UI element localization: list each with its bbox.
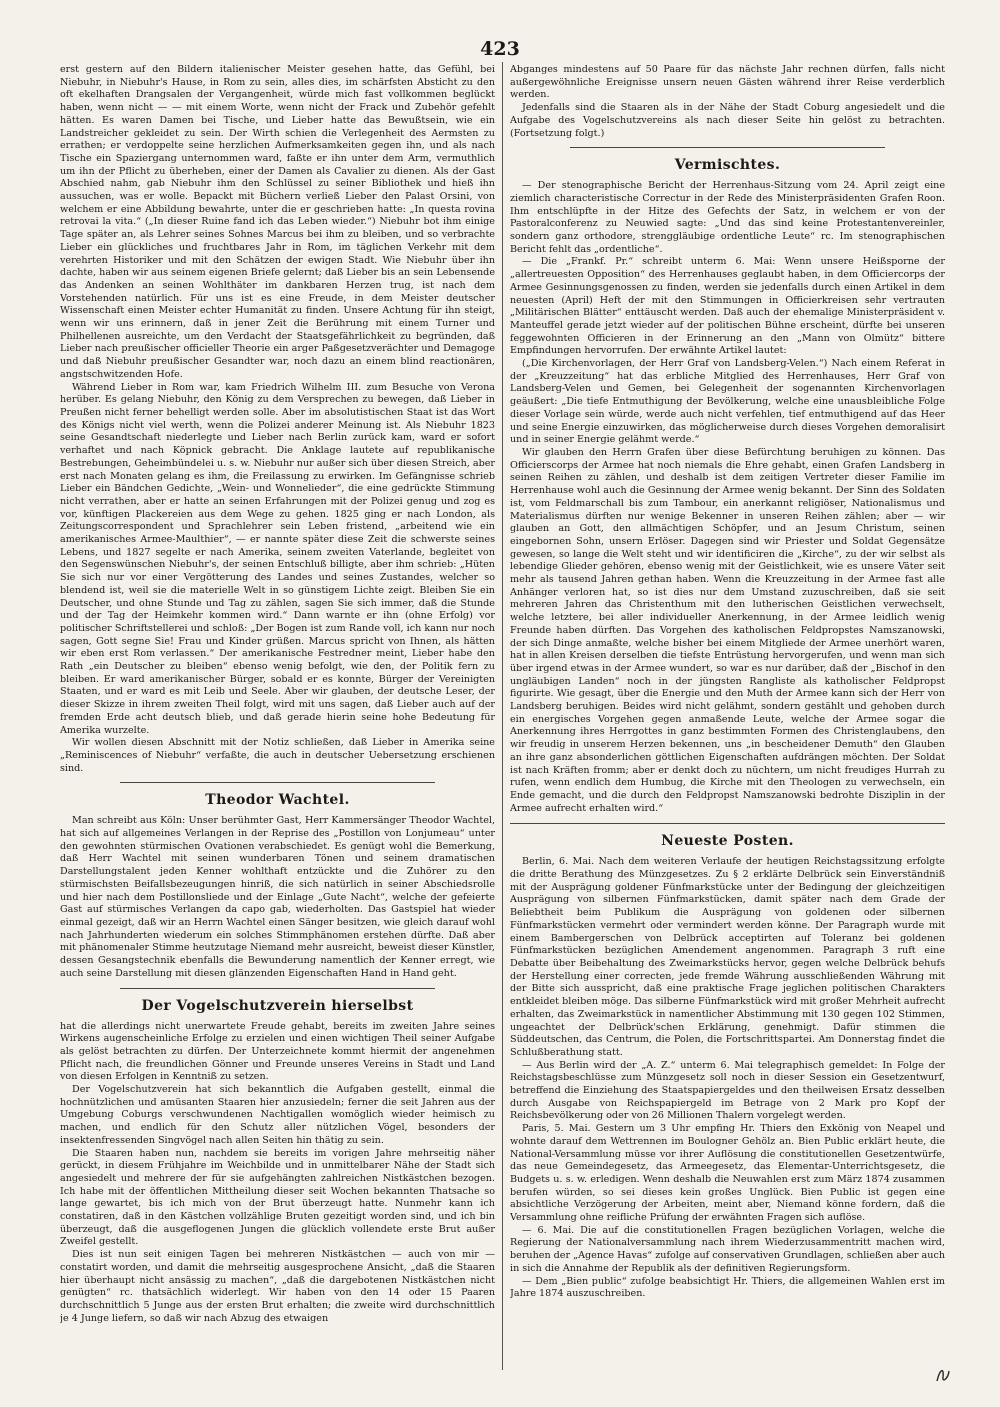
paragraph: Berlin, 6. Mai. Nach dem weiteren Verlaufe der heutigen Reichstagssitzung erfolgte die dritte Berathung des Münzgesetzes. Zu § 2 erklärte Delbrück sein Einverständniß mit der Ausprägung goldener Fünfmarkstücke unter der Bedingung der gleichzeitigen Ausprägung von silbernen Fünfmarkstücken, damit später nach dem Grade der Beliebtheit beim Publikum die Ausprägung von goldenen oder silbernen Fünfmarkstücken vermehrt oder vermindert werden könne. Der Paragraph wurde mit einem Bambergerschen von Delbrück acceptirten auf Toleranz bei goldenen Fünfmarkstücken bezüglichen Amendement angenommen. Paragraph 3 ruft eine Debatte über Beibehaltung des Zweimarkstücks hervor, gegen welche Delbrück behufs der Herstellung einer correcten, jede fremde Währung ausschließenden Währung mit der Bitte sich ausspricht, daß eine praktische Frage jeglichen politischen Charakters entkleidet bleiben möge. Das silberne Fünfmarkstück wird mit großer Mehrheit aufrecht erhalten, das Zweimarkstück in namentlicher Abstimmung mit 130 gegen 102 Stimmen, ungeachtet der Delbrück'schen Erklärung, genehmigt. Dafür stimmen die Süddeutschen, das Centrum, die Polen, die Fortschrittspartei. Am Donnerstag findet die Schlußberathung statt. <box>510 856 945 1058</box>
handwritten-mark-icon <box>934 1365 952 1385</box>
paragraph: Jedenfalls sind die Staaren als in der Nähe der Stadt Coburg angesiedelt und die Aufgabe des Vogelschutzvereins als nach dieser Seite hin gelöst zu betrachten. (Fortsetzung folgt.) <box>510 102 945 139</box>
paragraph: Der Vogelschutzverein hat sich bekanntlich die Aufgaben gestellt, einmal die hochnützlichen und amüsanten Staaren hier anzusiedeln; ferner die seit Jahren aus der Umgebung Coburgs verschwundenen Nachtigallen womöglich wieder heimisch zu machen, und endlich für den Schutz aller nützlichen Vögel, besonders der insektenfressenden Singvögel nach allen Seiten hin thätig zu sein. <box>60 1084 495 1146</box>
section-divider <box>120 988 435 989</box>
paragraph: Wir wollen diesen Abschnitt mit der Notiz schließen, daß Lieber in Amerika seine „Reminiscences of Niebuhr“ verfaßte, die auch in deutscher Uebersetzung erschienen sind. <box>60 737 495 774</box>
section-heading-wachtel: Theodor Wachtel. <box>205 792 350 809</box>
paragraph: Man schreibt aus Köln: Unser berühmter Gast, Herr Kammersänger Theodor Wachtel, hat sich auf allgemeines Verlangen in der Reprise des „Postillon von Lonjumeau“ unter den gewohnten stürmischen Ovationen verabschiedet. Es genügt wohl die Bemerkung, daß Herr Wachtel mit seinen wunderbaren Tönen und seinem dramatischen Darstellungstalent jeden Kenner wohlthaft entzückte und die Zuhörer zu den stürmischsten Beifallsbezeugungen hinriß, die sich natürlich in seiner Abschiedsrolle und hier nach dem Postillonsliede und der Einlage „Gute Nacht“, welche der gefeierte Gast auf stürmisches Verlangen da capo gab, wiederholten. Das Gastspiel hat wieder einmal gezeigt, daß wir an Herrn Wachtel einen Sänger besitzen, wie gleich darauf wohl nach Jahrhunderten wiederum ein solches Stimmphänomen erstehen dürfte. Daß aber mit phänomenaler Stimme heutzutage Niemand mehr ausreicht, beweist dieser Künstler, dessen Gesangstechnik ebenfalls die Bewunderung namentlich der Kenner erregt, wie auch seine Darstellung mit diesen glänzenden Eigenschaften Hand in Hand geht. <box>60 815 495 979</box>
page-number: 423 <box>480 38 520 60</box>
paragraph: Paris, 5. Mai. Gestern um 3 Uhr empfing Hr. Thiers den Exkönig von Neapel und wohnte darauf dem Wettrennen im Boulogner Gehölz an. Bien Public erklärt heute, die National-Versammlung müsse vor ihrer Auflösung die constitutionellen Gesetzentwürfe, das neue Gemeindegesetz, das Armeegesetz, das Elementar-Unterrichtsgesetz, die Budgets u. s. w. erledigen. Wenn deshalb die Neuwahlen erst zum März 1874 zusammen berufen würden, so sei dieses kein großes Unglück. Bien Public ist gegen eine absichtliche Verzögerung der Arbeiten, meint aber, Niemand könne fordern, daß die Versammlung ohne reifliche Prüfung der erwähnten Fragen sich auflöse. <box>510 1123 945 1224</box>
paragraph: Abganges mindestens auf 50 Paare für das nächste Jahr rechnen dürfen, falls nicht außergewöhnliche Ereignisse unsern neuen Gästen während ihrer Reise verderblich werden. <box>510 64 945 101</box>
section-heading-neueste-posten: Neueste Posten. <box>661 833 794 850</box>
paragraph: — Die „Frankf. Pr.“ schreibt unterm 6. Mai: Wenn unsere Heißsporne der „allertreuesten Opposition“ des Herrenhauses geglaubt haben, in dem Officiercorps der Armee Gesinnungsgenossen zu finden, werden sie jedenfalls durch einen Artikel in dem neuesten (April) Heft der mit den Stimmungen in Officierkreisen sehr vertrauten „Militärischen Blätter“ enttäuscht werden. Daß auch der ehemalige Ministerpräsident v. Manteuffel gerade jetzt wieder auf der politischen Bühne erscheint, dürfte bei unseren feggewohnten Officieren in der Erinnerung an den „Mann von Olmütz“ bittere Empfindungen hervorrufen. Der erwähnte Artikel lautet: <box>510 256 945 357</box>
paragraph: — 6. Mai. Die auf die constitutionellen Fragen bezüglichen Vorlagen, welche die Regierung der Nationalversammlung nach ihrem Wiederzusammentritt machen wird, beruhen der „Agence Havas“ zufolge auf conservativen Grundlagen, schließen aber auch in sich die Annahme der Republik als der definitiven Regierungsform. <box>510 1224 945 1274</box>
column-rule <box>502 62 503 1370</box>
section-divider <box>120 782 435 783</box>
paragraph: — Dem „Bien public“ zufolge beabsichtigt Hr. Thiers, die allgemeinen Wahlen erst im Jahre 1874 auszuschreiben. <box>510 1275 945 1300</box>
left-column <box>60 64 495 1365</box>
paragraph: Dies ist nun seit einigen Tagen bei mehreren Nistkästchen — auch von mir — constatirt worden, und damit die mehrseitig ausgesprochene Ansicht, „daß die Staaren hier überhaupt nicht ansässig zu machen“, „daß die dargebotenen Nistkästchen nicht genügten“ rc. thatsächlich widerlegt. Wir haben von den 14 oder 15 Paaren durchschnittlich 5 Junge aus der ersten Brut erhalten; die zweite wird durchschnittlich je 4 Junge liefern, so daß wir nach Abzug des etwaigen <box>60 1249 495 1324</box>
paragraph: erst gestern auf den Bildern italienischer Meister gesehen hatte, das Gefühl, bei Niebuhr, in Niebuhr's Hause, in Rom zu sein, alles dies, im schärfsten Absticht zu den oft ekelhaften Drangsalen der Vergangenheit, würde mich fast vollkommen beglückt haben, wenn nicht — — mit einem Worte, wenn nicht der Frack und Zubehör gefehlt hätten. Es waren Damen bei Tische, und Lieber hatte das Bewußtsein, wie ein Landstreicher gekleidet zu sein. Der Wirth schien die Verlegenheit des Aermsten zu errathen; er verdoppelte seine herzlichen Aufmerksamkeiten gegen ihn, und als nach Tische ein Spaziergang unternommen ward, faßte er ihn unter dem Arm, vermuthlich um ihn der Pflicht zu überheben, einer der Damen als Cavalier zu dienen. Als der Gast Abschied nahm, gab Niebuhr ihm den Schlüssel zu seiner Bibliothek und hieß ihn aussuchen, was er wolle. Bepackt mit Büchern verließ Lieber den Palast Orsini, von welchem er eine Abbildung bewahrte, unter die er geschrieben hatte: „In questa rovina retrovai la vita.“ („In dieser Ruine fand ich das Leben wieder.“) Niebuhr bot ihm einige Tage später an, als Lehrer seines Sohnes Marcus bei ihm zu bleiben, und so verbrachte Lieber ein glückliches und fruchtbares Jahr in Rom, im täglichen Verkehr mit dem verehrten Historiker und mit den Schätzen der ewigen Stadt. Wie Niebuhr über ihn dachte, haben wir aus seinem eigenen Briefe gelernt; daß Lieber bis an sein Lebensende das Andenken an seinen Wohlthäter im dankbaren Herzen trug, ist nach dem Vorstehenden natürlich. Für uns ist es eine Freude, in dem Meister deutscher Wissenschaft einen Meister echter Humanität zu finden. Unsere Achtung für ihn steigt, wenn wir uns erinnern, daß in jener Zeit die Berührung mit einem Turner und Philhellenen ausreichte, um den Verdacht der Staatsgefährlichkeit zu begründen, daß Lieber nach preußischer officieller Theorie ein arger Paßgesetzverächter und Demagoge und daß Niebuhr preußischer Gesandter war, noch dazu an einem blind reactionären, angstschwitzenden Hofe. <box>60 64 495 380</box>
section-heading-vogelschutz: Der Vogelschutzverein hierselbst <box>141 997 414 1014</box>
paragraph: — Aus Berlin wird der „A. Z.“ unterm 6. Mai telegraphisch gemeldet: In Folge der Reichstagsbeschlüsse zum Münzgesetz soll noch in dieser Session ein Gesetzentwurf, betreffend die Einziehung des Staatspapiergeldes und den theilweisen Ersatz desselben durch Ausgabe von Reichspapiergeld im Betrage von 2 Mark pro Kopf der Reichsbevölkerung oder von 26 Millionen Thalern vorgelegt werden. <box>510 1059 945 1122</box>
section-heading-vermischtes: Vermischtes. <box>674 157 781 174</box>
section-divider <box>510 823 945 824</box>
paragraph: („Die Kirchenvorlagen, der Herr Graf von Landsberg-Velen.“) Nach einem Referat in der „Kreuzzeitung“ hat das erbliche Mitglied des Herrenhauses, Herr Graf von Landsberg-Velen und Gemen, bei Gelegenheit der sogenannten Kirchenvorlagen geäußert: „Die tiefe Entmuthigung der Bevölkerung, welche eine unausbleibliche Folge dieser Vorlage sein würde, werde auch nicht verfehlen, tief entmuthigend auf das Heer und seine Energie einzuwirken, das möglicherweise durch dieses Vorgehen demoralisirt und in seiner Energie gelähmt werde.“ <box>510 358 945 446</box>
paragraph: Während Lieber in Rom war, kam Friedrich Wilhelm III. zum Besuche von Verona herüber. Es gelang Niebuhr, den König zu dem Versprechen zu bewegen, daß Lieber in Preußen nicht ferner behelligt werden solle. Aber im absolutistischen Staat ist das Wort des Königs nicht viel werth, wenn die Polizei anderer Meinung ist. Als Niebuhr 1823 seine Gesandtschaft niederlegte und Lieber nach Berlin zurück kam, ward er sofort verhaftet und nach Köpnick gebracht. Die Anklage lautete auf republikanische Bestrebungen, Geheimbündelei u. s. w. Niebuhr nur außer sich über diesen Streich, aber erst nach Monaten gelang es ihm, die Freilassung zu erwirken. Im Gefängnisse schrieb Lieber ein Bändchen Gedichte, „Wein- und Wonnelieder“, die eine gedrückte Stimmung nicht verrathen, aber er hatte an seinen Erfahrungen mit der Polizei genug und zog es vor, künftigen Plackereien aus dem Wege zu gehen. 1825 ging er nach London, als Zeitungscorrespondent und Sprachlehrer sein Leben fristend, „arbeitend wie ein amerikanisches Armee-Maulthier“, — er nannte später diese Zeit die schwerste seines Lebens, und 1827 segelte er nach Amerika, seinem zweiten Vaterlande, begleitet von den Segenswünschen Niebuhr's, der seinen Entschluß billigte, aber ihm schrieb: „Hüten Sie sich nur vor einer Vergötterung des Landes und seines Zustandes, welcher so blendend ist, weil sie die materielle Welt in so günstigem Lichte zeigt. Bleiben Sie ein Deutscher, und ohne Stunde und Tag zu zählen, sagen Sie sich immer, daß die Stunde und der Tag der Heimkehr kommen wird.“ Dann warnte er ihn (ohne Erfolg) vor politischer Schriftstellerei und schloß: „Der Bogen ist zum Rande voll, ich kann nur noch sagen, Gott segne Sie! Frau und Kinder grüßen. Marcus spricht von Ihnen, als hätten wir eben erst Rom verlassen.“ Der amerikanische Festredner meint, Lieber habe den Rath „ein Deutscher zu bleiben“ ebenso wenig befolgt, wie den, der Politik fern zu bleiben. Er ward amerikanischer Bürger, sobald er es konnte, Bürger der Vereinigten Staaten, und er ward es mit Leib und Seele. Aber wir glauben, der deutsche Leser, der dieser Skizze in ihrem zweiten Theil folgt, wird mit uns sagen, daß Lieber auch auf der fremden Erde acht deutsch blieb, und daß gerade hierin seine hohe Bedeutung für Amerika wurzelte. <box>60 381 495 736</box>
paragraph: — Der stenographische Bericht der Herrenhaus-Sitzung vom 24. April zeigt eine ziemlich characteristische Correctur in der Rede des Ministerpräsidenten Grafen Roon. Ihm entschlüpfte in der Hitze des Gefechts der Satz, in welchem er von der Pastoralconferenz zu Neuwied sagte: „Und das sind keine Protestantenvereinler, sondern ganz orthodore, strenggläubige ordentliche Leute“ rc. Im stenographischen Bericht fehlt das „ordentliche“. <box>510 180 945 255</box>
paragraph: Die Staaren haben nun, nachdem sie bereits im vorigen Jahre mehrseitig näher gerückt, in diesem Frühjahre im Weichbilde und in unmittelbarer Nähe der Stadt sich angesiedelt und mehrere der für sie aufgehängten zahlreichen Nistkästchen bezogen. Ich habe mit der öffentlichen Mittheilung dieser seit Wochen bekannten Thatsache so lange gewartet, bis ich mich von der Brut überzeugt hatte. Nunmehr kann ich constatiren, daß in den Kästchen vollzählige Bruten gezeitigt worden sind, und ich bin überzeugt, daß die ausgeflogenen Jungen die glücklich vollendete erste Brut außer Zweifel gestellt. <box>60 1147 495 1248</box>
left-intro <box>60 64 495 775</box>
section-divider <box>570 147 885 148</box>
right-column <box>510 64 945 1365</box>
paragraph: hat die allerdings nicht unerwartete Freude gehabt, bereits im zweiten Jahre seines Wirkens augenscheinliche Erfolge zu erzielen und einen wichtigen Theil seiner Aufgabe als gelöst betrachten zu dürfen. Der Unterzeichnete kommt hiermit der angenehmen Pflicht nach, die freundlichen Gönner und Freunde unseres Vereins in Stadt und Land von diesen Erfolgen in Kenntniß zu setzen. <box>60 1020 495 1083</box>
paragraph: Wir glauben den Herrn Grafen über diese Befürchtung beruhigen zu können. Das Officierscorps der Armee hat noch niemals die Ehre gehabt, einen Grafen Landsberg in seinen Reihen zu zählen, und deshalb ist dem zeitigen Vertreter dieser Familie im Herrenhause wohl auch die Gesinnung der Armee wenig bekannt. Der Sinn des Soldaten ist, vom Feldmarschall bis zum Tambour, ein anerkannt religiöser, Nationalismus und Materialismus dürften nur wenige Bekenner in unseren Reihen zählen; aber — wir glauben an Gott, den allmächtigen Schöpfer, und an Jesum Christum, seinen eingebornen Sohn, unsern Erlöser. Dagegen sind wir Priester und Soldat Gegensätze gewesen, so lange die Welt steht und wir identificiren die „Kirche“, zu der wir selbst als lebendige Glieder gehören, ebenso wenig mit der Geistlichkeit, wie es unsere Väter seit mehr als tausend Jahren gethan haben. Wenn die Kreuzzeitung in der Armee fast alle Anhänger verloren hat, so ist dies nur dem Umstand zuzuschreiben, daß sie seit mehreren Jahren das Christenthum mit den lutherischen Geistlichen verwechselt, welche letztere, bei aller individueller Anerkennung, in der Armee leidlich wenig Freunde haben dürften. Das Vorgehen des katholischen Feldpropstes Namszanowski, der sich Dinge anmaßte, welche bisher bei einem Mitgliede der Armee unerhört waren, hat in allen Kreisen derselben die tiefste Entrüstung hervorgerufen, und wenn man sich über irgend etwas in der Armee wundert, so war es nur darüber, daß der „Bischof in den ungläubigen Landen“ noch in der jüngsten Rangliste als katholischer Feldpropst figurirte. Wie gesagt, über die Energie und den Muth der Armee kann sich der Herr von Landsberg beruhigen. Beides wird nicht gelähmt, sondern gestählt und gehoben durch ein energisches Vorgehen gegen anmaßende Leute, welche der Armee sogar die Anerkennung ihres Herrgottes in ganz bestimmten Formen des Christenglaubens, den wir freudig in unserem Herzen bekennen, uns „in bescheidener Demuth“ den Glauben an ihre ganz absonderlichen göttlichen Eigenschaften aufdrängen möchten. Der Soldat ist nach Kräften fromm; aber er denkt doch zu nüchtern, um nicht freudiges Hurrah zu rufen, wenn endlich dem Humbug, die Kirche mit den Theologen zu verwechseln, ein Ende gemacht, und die durch den Feldpropst Namszanowski bedrohte Disziplin in der Armee aufrecht erhalten wird.“ <box>510 446 945 814</box>
